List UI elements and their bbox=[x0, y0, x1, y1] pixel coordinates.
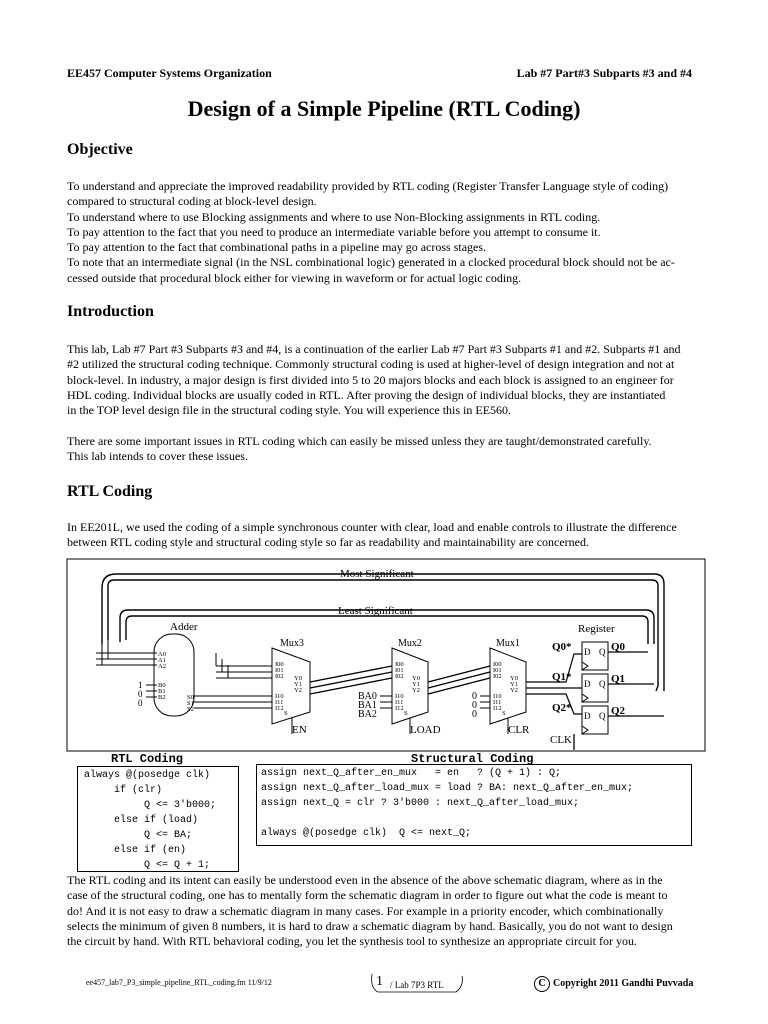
clk-label: CLK bbox=[550, 734, 572, 746]
mux-port: Y0 bbox=[510, 675, 518, 682]
mux-port: I01 bbox=[275, 667, 284, 674]
least-significant-label: Least Significant bbox=[338, 605, 413, 617]
code-line: assign next_Q_after_en_mux = en ? (Q + 1) : Q; bbox=[261, 768, 562, 779]
mux-port: I02 bbox=[395, 673, 404, 680]
text-line: selects the minimum of given 8 numbers, it is hard to draw a schematic diagram by hand. Basically, you do not want to design bbox=[67, 918, 673, 933]
text-line: block-level. In industry, a major design is first divided into 5 to 20 majors blocks and each block is assigned to an engineer for bbox=[67, 372, 674, 387]
mux-port: I00 bbox=[275, 661, 284, 668]
const-label: 0 bbox=[472, 691, 477, 702]
text-line: There are some important issues in RTL coding which can easily be missed unless they are taught/demonstrated carefully. bbox=[67, 434, 652, 448]
mux-port: Y1 bbox=[412, 681, 420, 688]
const-label: 0 bbox=[472, 709, 477, 720]
code-line: assign next_Q_after_load_mux = load ? BA: next_Q_after_en_mux; bbox=[261, 783, 634, 794]
q-label: Q2 bbox=[611, 705, 626, 717]
introduction-para-1 bbox=[67, 342, 707, 418]
mux1-shape bbox=[490, 648, 526, 724]
adder-port: B1 bbox=[158, 688, 166, 695]
introduction-para-2 bbox=[67, 434, 707, 465]
mux-port: I12 bbox=[493, 705, 502, 712]
mux-port: I10 bbox=[493, 693, 502, 700]
const-label: 0 bbox=[472, 700, 477, 711]
mux3-shape bbox=[272, 648, 310, 724]
ff-port: Q bbox=[599, 679, 606, 689]
rtl-intro bbox=[67, 520, 707, 551]
adder-port: B0 bbox=[158, 682, 166, 689]
mux-port: Y2 bbox=[510, 687, 518, 694]
adder-port: A2 bbox=[158, 663, 166, 670]
page-label: / Lab 7P3 RTL bbox=[390, 980, 444, 990]
mux-port: I11 bbox=[395, 699, 404, 706]
ff-port: Q bbox=[599, 711, 606, 721]
rtl-code-title: RTL Coding bbox=[111, 752, 184, 766]
mux3-label: Mux3 bbox=[280, 638, 304, 649]
mux1-label: Mux1 bbox=[496, 638, 520, 649]
adder-port: S1 bbox=[187, 700, 194, 707]
page-number-badge bbox=[368, 968, 468, 996]
mux-port: Y0 bbox=[294, 675, 302, 682]
ba-label: BA1 bbox=[358, 700, 377, 711]
text-line: To pay attention to the fact that you need to produce an intermediate variable before you attempt to consume it. bbox=[67, 224, 601, 239]
ff-port: Q bbox=[599, 647, 606, 657]
rtl-heading: RTL Coding bbox=[67, 483, 153, 500]
text-line: do! And it is not easy to draw a schematic diagram in many cases. For example in a priority encoder, which combinationally bbox=[67, 903, 664, 918]
text-line: This lab, Lab #7 Part #3 Subparts #3 and #4, is a continuation of the earlier Lab #7 Part #3 Subparts #1 and #2. Subparts #1 and bbox=[67, 342, 681, 356]
closing-paragraph bbox=[67, 873, 707, 949]
code-line: always @(posedge clk) Q <= next_Q; bbox=[261, 828, 472, 839]
code-line: Q <= 3'b000; bbox=[84, 800, 217, 811]
ba-label: BA2 bbox=[358, 709, 377, 720]
adder-port: S2 bbox=[187, 706, 194, 713]
const-label: 0 bbox=[138, 689, 143, 699]
code-line: assign next_Q = clr ? 3'b000 : next_Q_after_load_mux; bbox=[261, 798, 580, 809]
en-label: EN bbox=[292, 724, 307, 736]
rtl-code-box bbox=[77, 766, 239, 872]
objective-heading: Objective bbox=[67, 141, 133, 158]
mux2-shape bbox=[392, 648, 428, 724]
most-significant-label: Most Significant bbox=[340, 568, 414, 580]
ff-port: D bbox=[584, 679, 591, 689]
q-star-label: Q1* bbox=[552, 671, 572, 683]
q-label: Q1 bbox=[611, 673, 626, 685]
mux-port: I02 bbox=[493, 673, 502, 680]
mux-port: I00 bbox=[493, 661, 502, 668]
mux-port: Y1 bbox=[510, 681, 518, 688]
counter-schematic bbox=[66, 558, 706, 754]
mux-port: Y1 bbox=[294, 681, 302, 688]
text-line: HDL coding. Individual blocks are usually coded in RTL. After proving the design of individual blocks, they are instantiated bbox=[67, 387, 666, 402]
text-line: between RTL coding style and structural coding style so far as readability and maintainability are concerned. bbox=[67, 535, 589, 550]
adder-port: A1 bbox=[158, 657, 166, 664]
adder-label: Adder bbox=[170, 621, 198, 633]
footer-copyright: Copyright 2011 Gandhi Puvvada bbox=[553, 978, 694, 989]
code-line bbox=[261, 811, 691, 826]
mux-port: I11 bbox=[275, 699, 284, 706]
text-line: cessed outside that procedural block either for viewing in waveform or for actual logic coding. bbox=[67, 270, 522, 285]
text-line: To pay attention to the fact that combinational paths in a pipeline may go across stages. bbox=[67, 240, 487, 255]
code-line: if (clr) bbox=[84, 785, 163, 796]
mux-port: I12 bbox=[275, 705, 284, 712]
text-line: The RTL coding and its intent can easily be understood even in the absence of the above schematic diagram, where as in the bbox=[67, 873, 663, 887]
ff-port: D bbox=[584, 647, 591, 657]
clr-label: CLR bbox=[508, 724, 530, 736]
mux-port: I01 bbox=[493, 667, 502, 674]
text-line: To understand where to use Blocking assignments and where to use Non-Blocking assignments in RTL coding. bbox=[67, 209, 601, 224]
text-line: compared to structural coding at block-level design. bbox=[67, 194, 317, 209]
code-line: else if (en) bbox=[84, 845, 187, 856]
adder-port: B2 bbox=[158, 694, 166, 701]
ba-label: BA0 bbox=[358, 691, 377, 702]
code-line: else if (load) bbox=[84, 815, 199, 826]
mux-port: I10 bbox=[275, 693, 284, 700]
text-line: case of the structural coding, one has to mentally form the schematic diagram in order to figure out what the code is meant to bbox=[67, 888, 668, 903]
code-line: Q <= Q + 1; bbox=[84, 860, 211, 871]
text-line: This lab intends to cover these issues. bbox=[67, 449, 248, 464]
mux-port: I02 bbox=[275, 673, 284, 680]
mux-port: I00 bbox=[395, 661, 404, 668]
page-title: Design of a Simple Pipeline (RTL Coding) bbox=[187, 96, 581, 121]
mux2-label: Mux2 bbox=[398, 638, 422, 649]
objective-text bbox=[67, 179, 707, 286]
text-line: in the TOP level design file in the structural coding style. You will experience this in EE560. bbox=[67, 403, 512, 418]
introduction-heading: Introduction bbox=[67, 303, 154, 320]
mux-port: Y0 bbox=[412, 675, 420, 682]
mux-port: Y2 bbox=[412, 687, 420, 694]
copyright-icon: C bbox=[534, 976, 550, 992]
register-label: Register bbox=[578, 623, 615, 635]
text-line: the circuit by hand. With RTL behavioral coding, you let the synthesis tool to synthesize an appropriate circuit for you. bbox=[67, 934, 637, 949]
const-label: 0 bbox=[138, 698, 143, 708]
structural-code-box bbox=[256, 764, 692, 846]
q-label: Q0 bbox=[611, 641, 626, 653]
adder-port: S0 bbox=[187, 694, 194, 701]
mux-port: I10 bbox=[395, 693, 404, 700]
const-label: 1 bbox=[138, 680, 143, 690]
mux-port: I11 bbox=[493, 699, 502, 706]
adder-port: A0 bbox=[158, 651, 166, 658]
mux-port: S bbox=[284, 710, 288, 717]
code-line: Q <= BA; bbox=[84, 830, 193, 841]
q-star-label: Q2* bbox=[552, 702, 572, 714]
header-course: EE457 Computer Systems Organization bbox=[67, 66, 272, 80]
q-star-label: Q0* bbox=[552, 641, 572, 653]
page-number: 1 bbox=[376, 974, 383, 989]
mux-port: Y2 bbox=[294, 687, 302, 694]
mux-port: S bbox=[502, 710, 506, 717]
code-line: always @(posedge clk) bbox=[84, 770, 211, 781]
text-line: #2 utilized the structural coding technique. Commonly structural coding is used at higher-level of design integration and not at bbox=[67, 357, 675, 372]
text-line: To note that an intermediate signal (in the NSL combinational logic) generated in a clocked procedural block should not be ac- bbox=[67, 255, 675, 270]
header-lab: Lab #7 Part#3 Subparts #3 and #4 bbox=[516, 66, 692, 80]
text-line: To understand and appreciate the improved readability provided by RTL coding (Register Transfer Language style of coding) bbox=[67, 179, 669, 193]
text-line: In EE201L, we used the coding of a simple synchronous counter with clear, load and enable controls to illustrate the difference bbox=[67, 520, 677, 534]
footer-file: ee457_lab7_P3_simple_pipeline_RTL_coding.fm 11/9/12 bbox=[86, 978, 272, 987]
load-label: LOAD bbox=[410, 724, 441, 736]
mux-port: I01 bbox=[395, 667, 404, 674]
ff-port: D bbox=[584, 711, 591, 721]
mux-port: I12 bbox=[395, 705, 404, 712]
structural-code-title: Structural Coding bbox=[411, 752, 534, 766]
mux-port: S bbox=[404, 710, 408, 717]
